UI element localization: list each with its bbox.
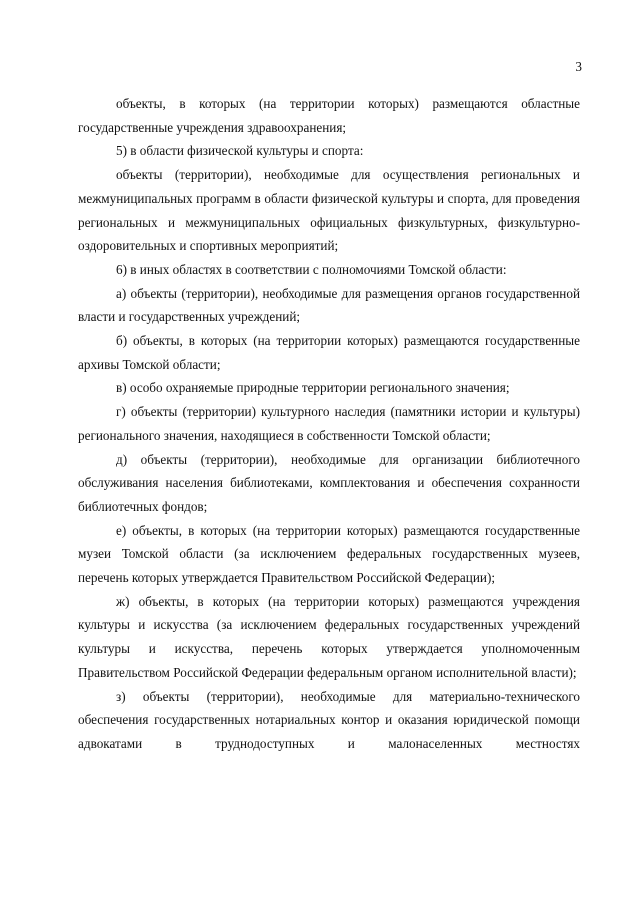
paragraph-sports-heading: 5) в области физической культуры и спорта: <box>116 143 364 159</box>
paragraph-sports-objects: объекты (территории), необходимые для осуществления региональных и межмуниципальных программ в области физической культуры и спорта, для проведения региональных и межмуниципальных официальных физкультурных, физкультурно-оздоровительных и спортивных мероприятий; <box>78 167 580 254</box>
paragraph-item-g: г) объекты (территории) культурного наследия (памятники истории и культуры) регионального значения, находящиеся в собственности Томской области; <box>78 404 580 443</box>
paragraph-item-zh: ж) объекты, в которых (на территории которых) размещаются учреждения культуры и искусства (за исключением федеральных государственных учреждений культуры и искусства, перечень которых утверждается уполномоченным Правительством Российской Федерации федеральным органом исполнительной власти); <box>78 593 580 680</box>
page-number: 3 <box>575 59 582 74</box>
document-body <box>78 92 580 756</box>
paragraph-healthcare-objects: объекты, в которых (на территории которых) размещаются областные государственные учреждения здравоохранения; <box>78 96 580 135</box>
paragraph-item-v: в) особо охраняемые природные территории регионального значения; <box>116 380 510 396</box>
paragraph-item-z: з) объекты (территории), необходимые для материально-технического обеспечения государственных нотариальных контор и оказания юридической помощи адвокатами в труднодоступных и малонаселенных местностях <box>78 688 580 751</box>
paragraph-item-d: д) объекты (территории), необходимые для организации библиотечного обслуживания населения библиотеками, комплектования и обеспечения сохранности библиотечных фондов; <box>78 451 580 514</box>
paragraph-item-a: а) объекты (территории), необходимые для размещения органов государственной власти и государственных учреждений; <box>78 285 580 325</box>
paragraph-item-b: б) объекты, в которых (на территории которых) размещаются государственные архивы Томской области; <box>78 333 580 372</box>
paragraph-other-areas-heading: 6) в иных областях в соответствии с полномочиями Томской области: <box>116 261 507 277</box>
paragraph-item-e: е) объекты, в которых (на территории которых) размещаются государственные музеи Томской области (за исключением федеральных государственных музеев, перечень которых утверждается Правительством Российской Федерации); <box>78 522 580 586</box>
